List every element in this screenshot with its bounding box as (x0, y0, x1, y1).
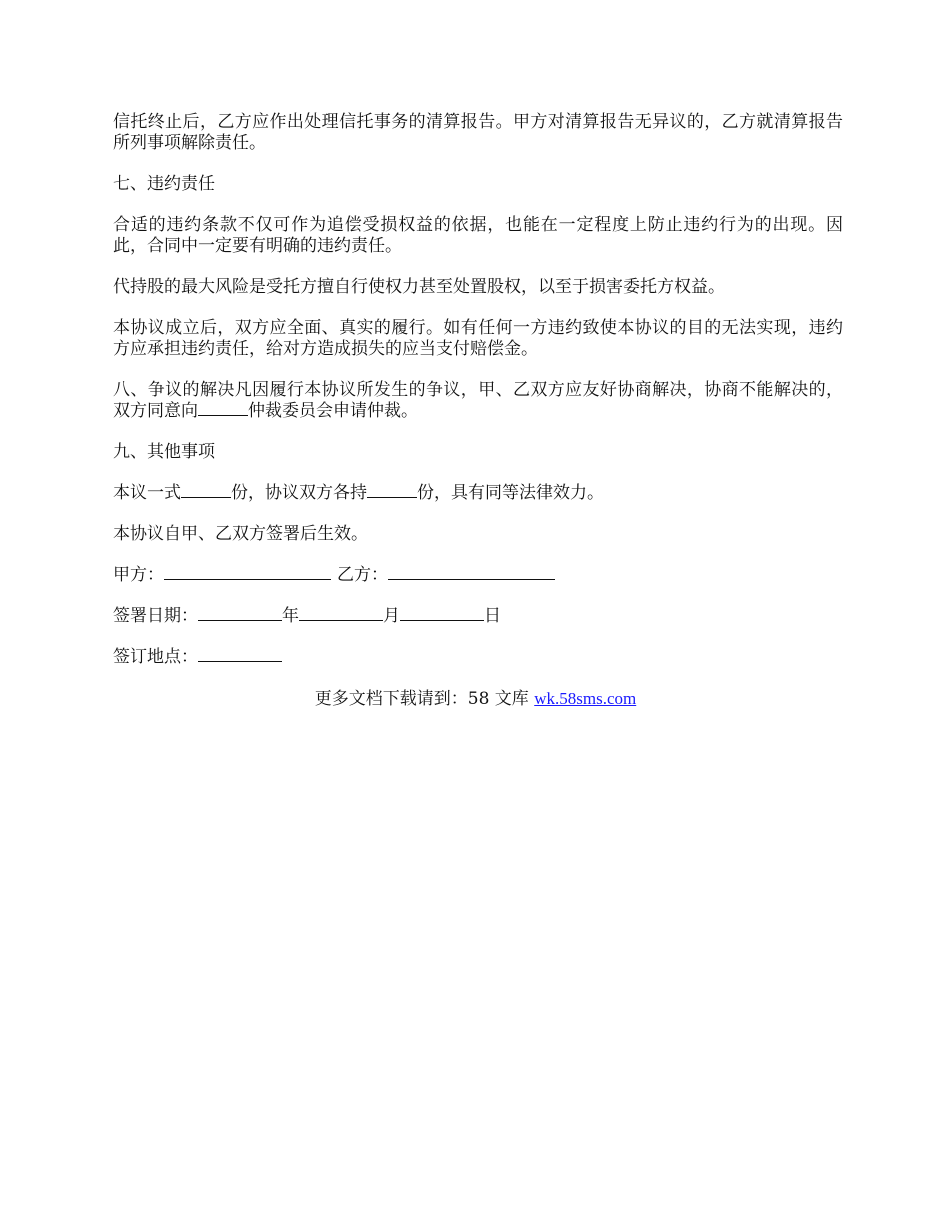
arbitration-blank (198, 401, 248, 416)
paragraph-risk: 代持股的最大风险是受托方擅自行使权力甚至处置股权，以至于损害委托方权益。 (113, 277, 725, 297)
party-a-signature-blank (164, 565, 331, 580)
dispute-text-after: 仲裁委员会申请仲裁。 (248, 401, 418, 421)
footer-link[interactable]: wk.58sms.com (534, 689, 637, 708)
section-heading-breach: 七、违约责任 (113, 174, 215, 194)
day-blank (400, 606, 484, 621)
paragraph-copies (113, 483, 843, 504)
place-label: 签订地点： (113, 647, 198, 667)
year-blank (198, 606, 282, 621)
signature-place-row (113, 647, 843, 668)
month-blank (299, 606, 383, 621)
footer-text: 更多文档下载请到：58 文库 (314, 689, 535, 709)
year-label: 年 (282, 606, 299, 626)
copies-total-blank (181, 483, 231, 498)
document-page (113, 112, 843, 710)
copies-each-blank (367, 483, 417, 498)
month-label: 月 (383, 606, 400, 626)
paragraph-dispute-resolution (113, 380, 843, 422)
copies-text-b: 份，协议双方各持 (231, 483, 367, 503)
dispute-text-before: 八、争议的解决凡因履行本协议所发生的争议，甲、乙双方应友好协商解决，协商不能解决的，双方同意向 (113, 380, 843, 421)
section-heading-other: 九、其他事项 (113, 442, 215, 462)
paragraph-performance: 本协议成立后，双方应全面、真实的履行。如有任何一方违约致使本协议的目的无法实现，违约方应承担违约责任，给对方造成损失的应当支付赔偿金。 (113, 318, 843, 359)
signature-parties-row (113, 565, 843, 586)
day-label: 日 (484, 606, 501, 626)
paragraph-effective: 本协议自甲、乙双方签署后生效。 (113, 524, 368, 544)
copies-text-a: 本议一式 (113, 483, 181, 503)
paragraph-liquidation-report: 信托终止后，乙方应作出处理信托事务的清算报告。甲方对清算报告无异议的，乙方就清算报告所列事项解除责任。 (113, 112, 843, 153)
signature-date-row (113, 606, 843, 627)
party-b-label: 乙方： (337, 565, 388, 585)
party-b-signature-blank (388, 565, 555, 580)
date-label: 签署日期： (113, 606, 198, 626)
place-blank (198, 647, 282, 662)
paragraph-breach-clause: 合适的违约条款不仅可作为追偿受损权益的依据，也能在一定程度上防止违约行为的出现。因此，合同中一定要有明确的违约责任。 (113, 215, 843, 256)
party-a-label: 甲方： (113, 565, 164, 585)
copies-text-c: 份，具有同等法律效力。 (417, 483, 604, 503)
footer (113, 688, 838, 710)
